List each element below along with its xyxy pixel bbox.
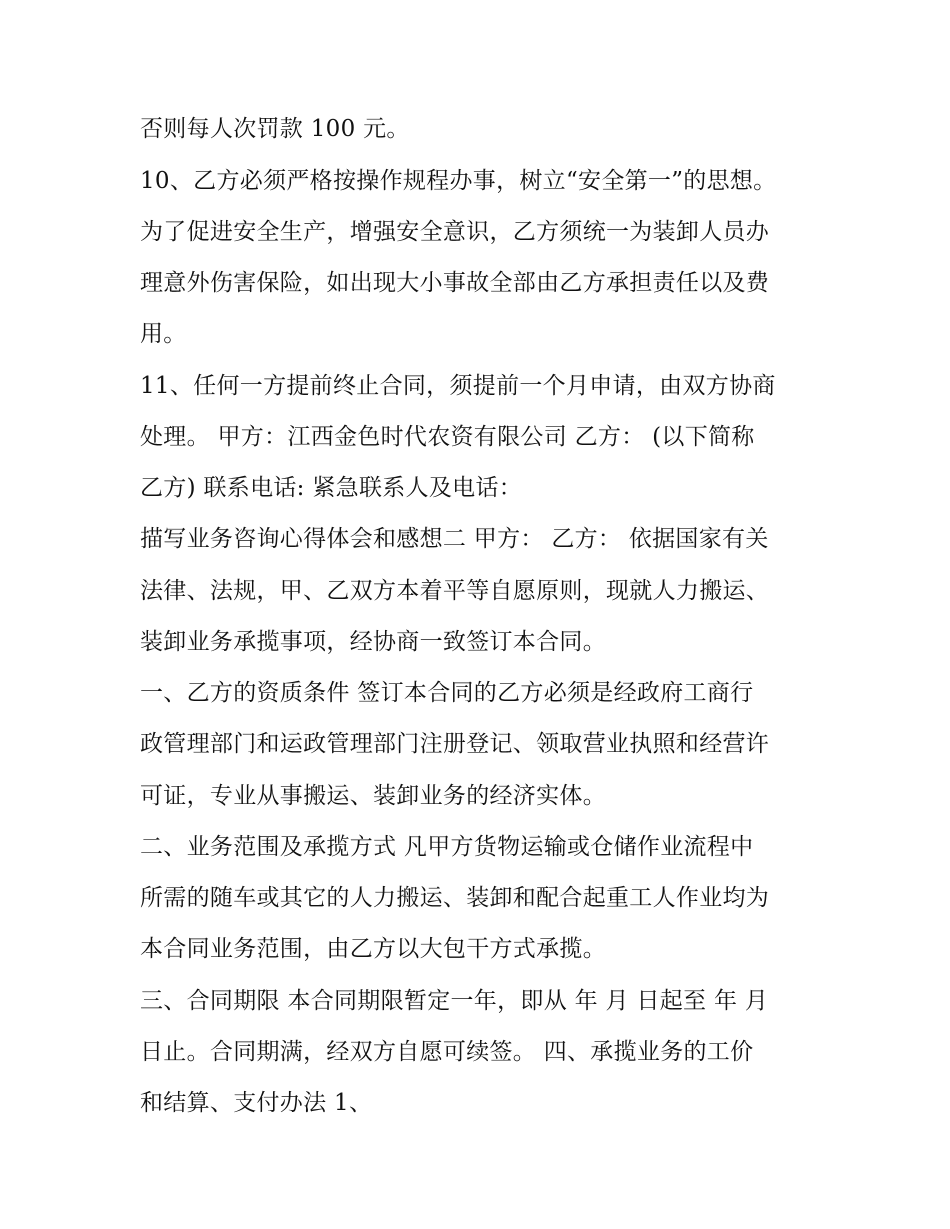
text-line: 一、乙方的资质条件 签订本合同的乙方必须是经政府工商行 bbox=[140, 680, 754, 706]
text-line: 本合同业务范围，由乙方以大包干方式承揽。 bbox=[140, 936, 606, 962]
text-line: 乙方) 联系电话: 紧急联系人及电话： bbox=[140, 475, 523, 501]
text-line: 为了促进安全生产，增强安全意识，乙方须统一为装卸人员办 bbox=[140, 219, 770, 245]
text-line: 二、业务范围及承揽方式 凡甲方货物运输或仓储作业流程中 bbox=[140, 834, 754, 860]
text-line: 描写业务咨询心得体会和感想二 甲方： 乙方： 依据国家有关 bbox=[140, 526, 769, 552]
text-line: 装卸业务承揽事项，经协商一致签订本合同。 bbox=[140, 629, 606, 655]
text-line: 三、合同期限 本合同期限暂定一年，即从 年 月 日起至 年 月 bbox=[140, 988, 769, 1014]
text-line: 政管理部门和运政管理部门注册登记、领取营业执照和经营许 bbox=[140, 731, 770, 757]
text-line: 理意外伤害保险，如出现大小事故全部由乙方承担责任以及费 bbox=[140, 270, 770, 296]
text-line: 处理。 甲方：江西金色时代农资有限公司 乙方： (以下简称 bbox=[140, 424, 755, 450]
text-line: 11、任何一方提前终止合同，须提前一个月申请，由双方协商 bbox=[140, 373, 776, 399]
text-line: 否则每人次罚款 100 元。 bbox=[140, 116, 410, 142]
text-line: 可证，专业从事搬运、装卸业务的经济实体。 bbox=[140, 783, 606, 809]
text-line: 所需的随车或其它的人力搬运、装卸和配合起重工人作业均为 bbox=[140, 885, 770, 911]
text-line: 用。 bbox=[140, 321, 187, 347]
text-line: 10、乙方必须严格按操作规程办事，树立“安全第一”的思想。 bbox=[140, 168, 777, 194]
text-line: 和结算、支付办法 1、 bbox=[140, 1090, 373, 1116]
text-line: 法律、法规，甲、乙双方本着平等自愿原则，现就人力搬运、 bbox=[140, 578, 770, 604]
text-line: 日止。合同期满，经双方自愿可续签。 四、承揽业务的工价 bbox=[140, 1039, 754, 1065]
